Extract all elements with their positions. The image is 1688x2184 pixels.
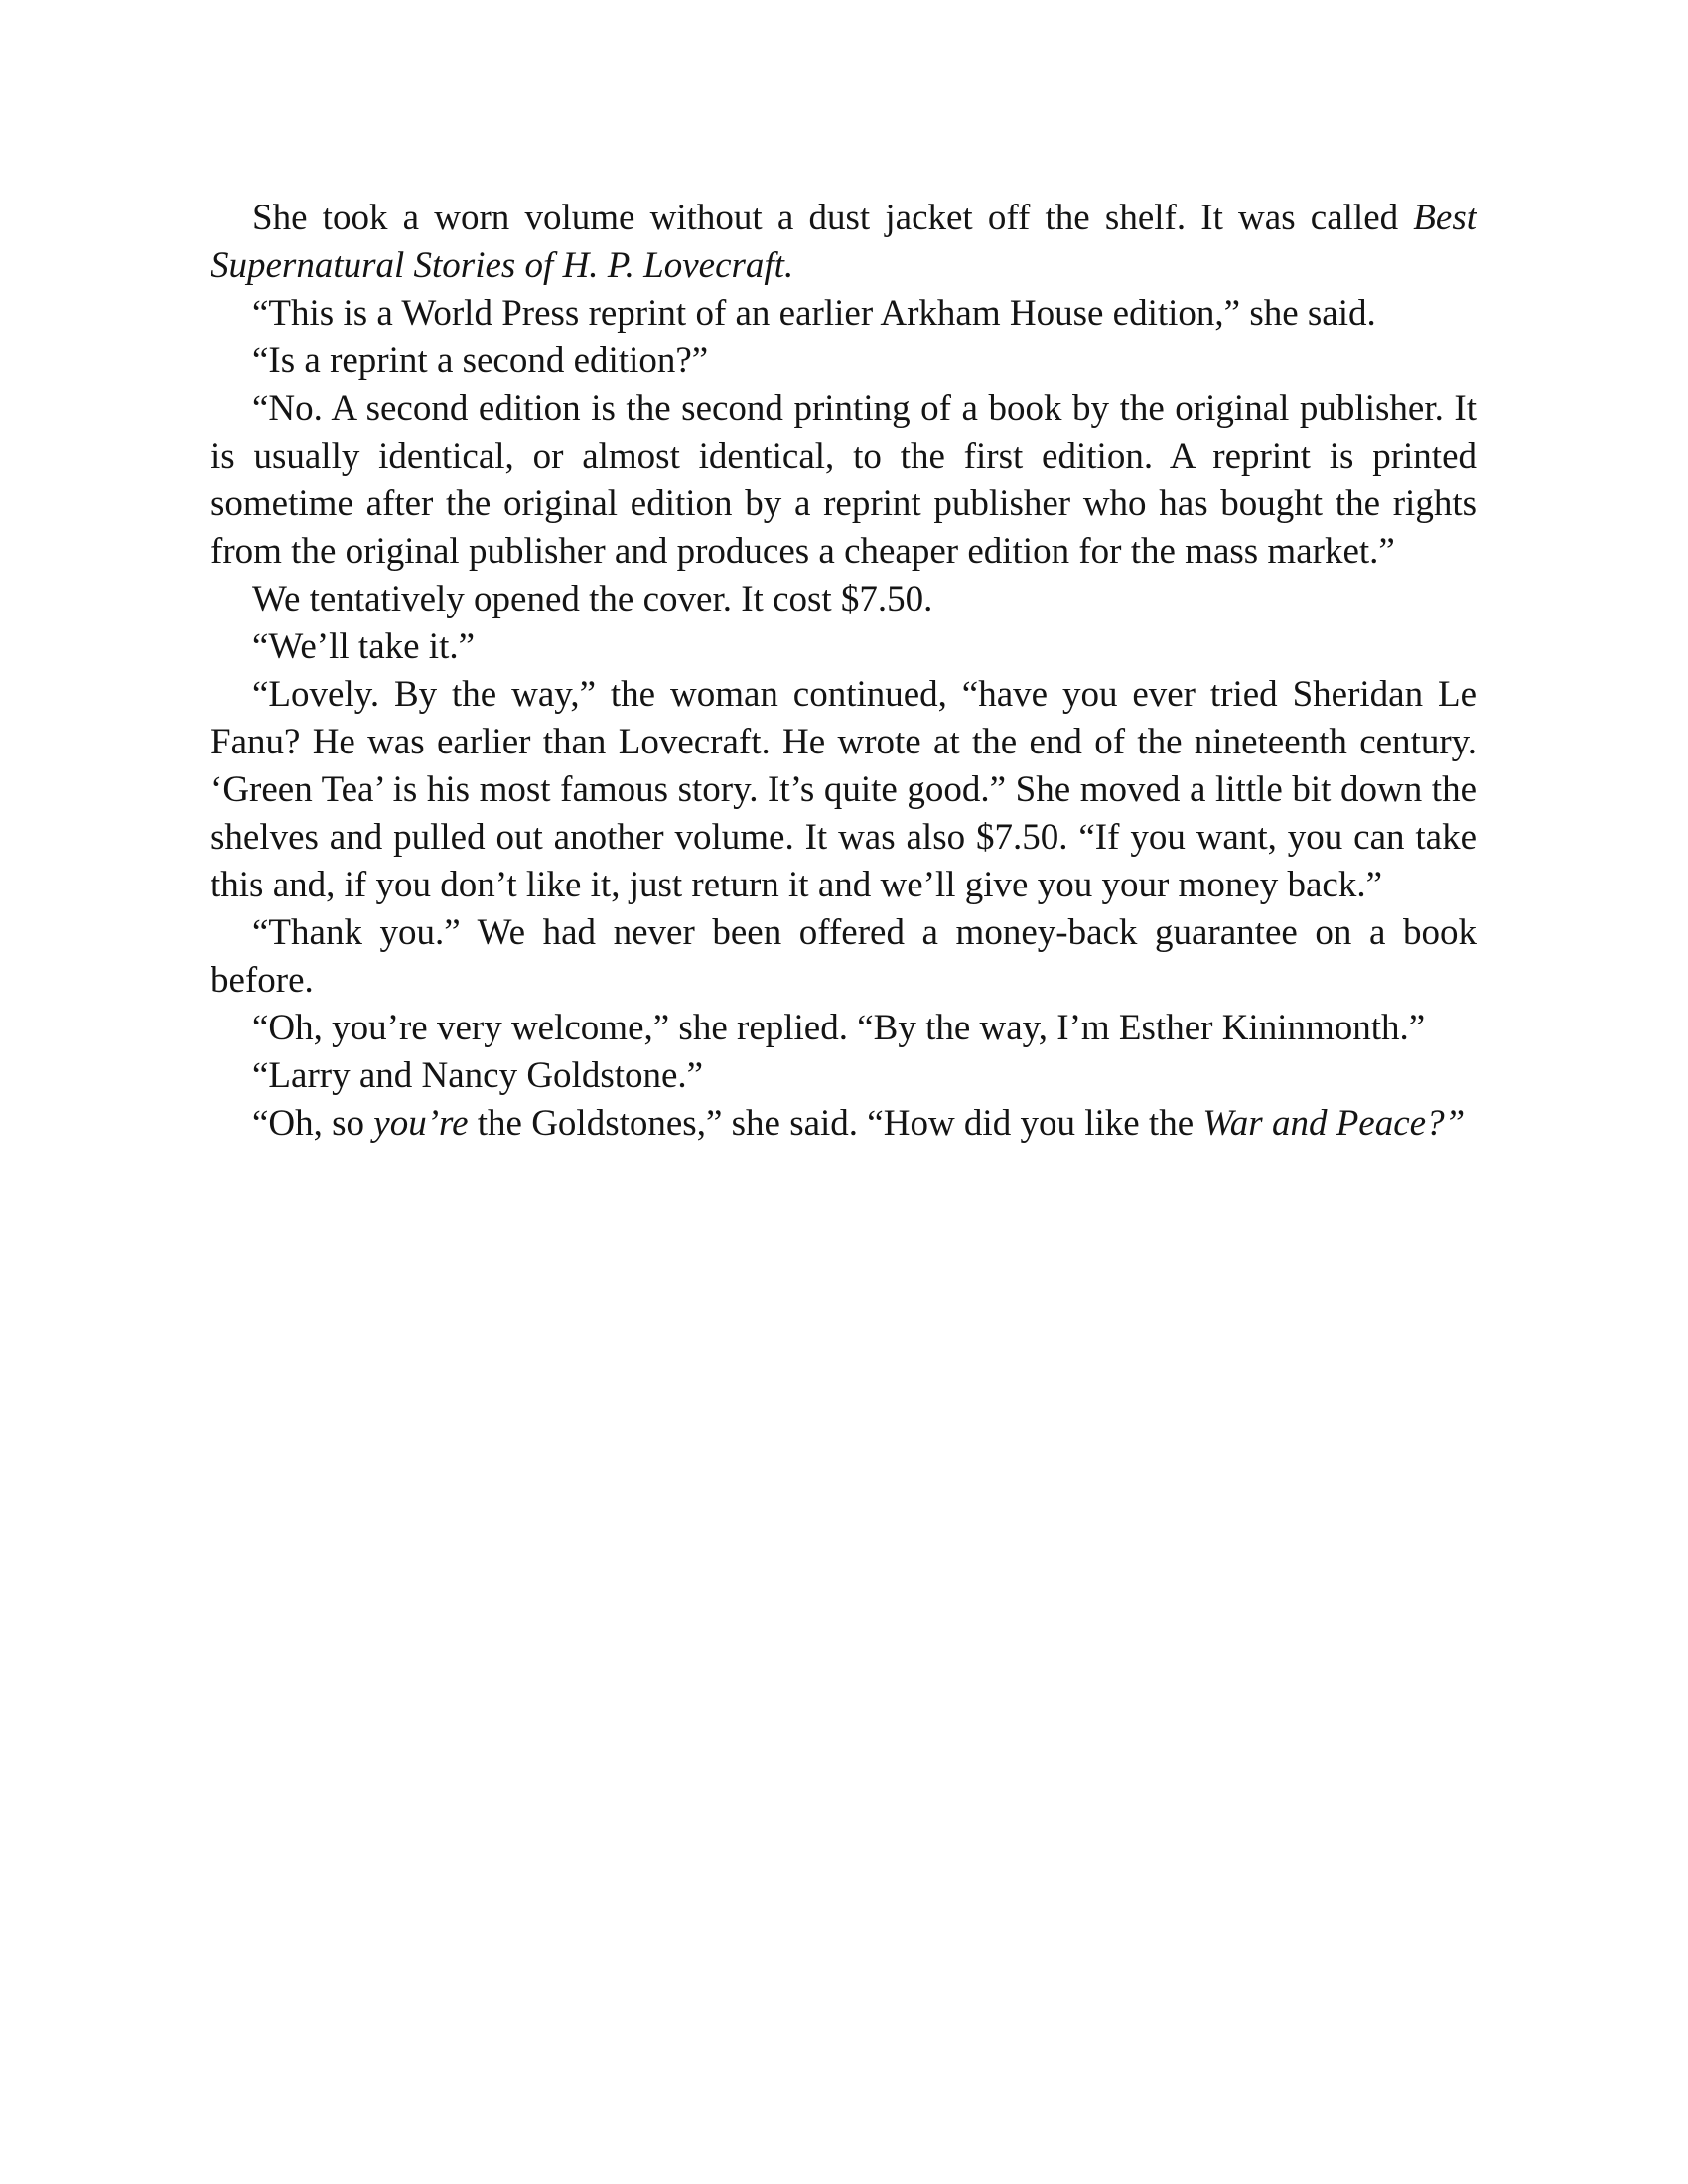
paragraph-text: the Goldstones,” she said. “How did you like the (468, 1103, 1203, 1144)
paragraph (211, 290, 1477, 338)
book-title: Best Supernatural Stories of H. P. Lovecraft. (211, 198, 1477, 286)
paragraph-text: “Is a reprint a second edition?” (252, 341, 709, 381)
paragraph (211, 909, 1477, 1005)
paragraph (211, 1100, 1477, 1148)
paragraph (211, 385, 1477, 576)
paragraph (211, 1052, 1477, 1100)
paragraph-text: “This is a World Press reprint of an earlier Arkham House edition,” she said. (252, 293, 1376, 334)
paragraph (211, 1005, 1477, 1052)
paragraph-text: “Lovely. By the way,” the woman continued, “have you ever tried Sheridan Le Fanu? He was earlier than Lovecraft. He wrote at the end of the nineteenth century. ‘Green Tea’ is his most famous story. It’s quite good.” She moved a little bit down the shelves and pulled out another volume. It was also $7.50. “If you want, you can take this and, if you don’t like it, just return it and we’ll give you your money back.” (211, 674, 1477, 905)
paragraph (211, 671, 1477, 909)
paragraph-text: “No. A second edition is the second printing of a book by the original publisher. It is usually identical, or almost identical, to the first edition. A reprint is printed sometime after the original edition by a reprint publisher who has bought the rights from the original publisher and produces a cheaper edition for the mass market.” (211, 388, 1477, 572)
document-body (211, 195, 1477, 1148)
book-title: War and Peace?” (1202, 1103, 1466, 1144)
paragraph-text: “We’ll take it.” (252, 626, 476, 667)
paragraph-text: She took a worn volume without a dust jacket off the shelf. It was called (252, 198, 1414, 238)
paragraph-text: “Larry and Nancy Goldstone.” (252, 1055, 704, 1096)
paragraph-text: “Oh, you’re very welcome,” she replied. “By the way, I’m Esther Kininmonth.” (252, 1008, 1426, 1048)
paragraph (211, 195, 1477, 290)
paragraph (211, 576, 1477, 623)
paragraph-text: “Thank you.” We had never been offered a money-back guarantee on a book before. (211, 912, 1477, 1001)
paragraph (211, 623, 1477, 671)
emphasis: you’re (373, 1103, 469, 1144)
paragraph-text: “Oh, so (252, 1103, 374, 1144)
paragraph-text: We tentatively opened the cover. It cost $7.50. (252, 579, 933, 619)
paragraph (211, 338, 1477, 385)
